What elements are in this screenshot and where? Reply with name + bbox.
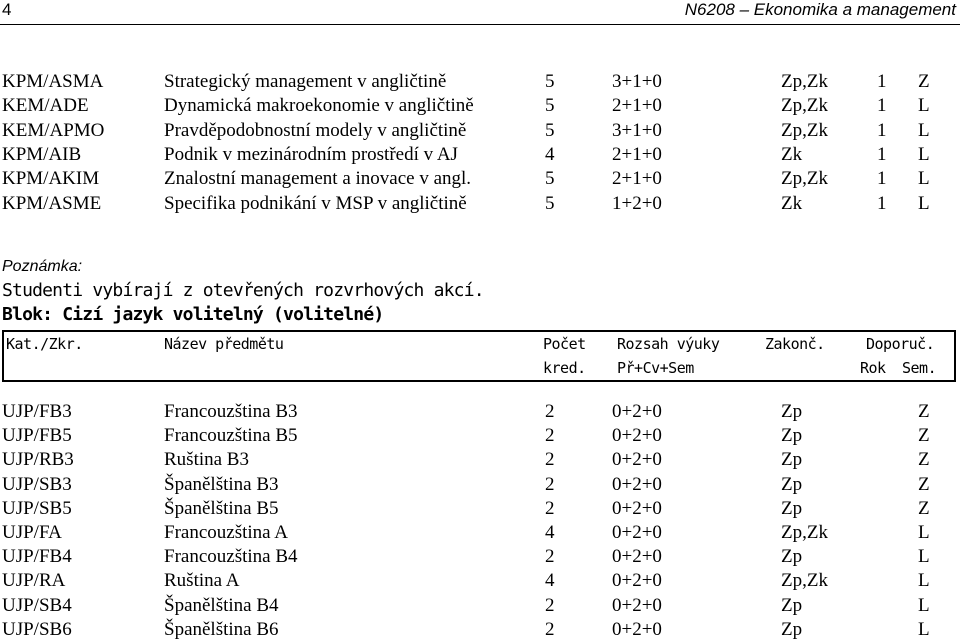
course-code: UJP/SB4 bbox=[2, 594, 72, 616]
course-completion: Zp,Zk bbox=[781, 71, 828, 92]
course-code: UJP/SB3 bbox=[2, 473, 72, 495]
course-semester: L bbox=[918, 143, 930, 165]
course-range: 0+2+0 bbox=[612, 570, 662, 592]
course-completion: Zp bbox=[781, 546, 803, 568]
course-name: Španělština B3 bbox=[164, 473, 279, 495]
course-credits: 2 bbox=[545, 497, 555, 519]
table-row bbox=[0, 400, 960, 424]
course-completion: Zp bbox=[781, 425, 803, 447]
header-rule bbox=[0, 24, 960, 25]
table-row bbox=[0, 70, 960, 94]
course-credits: 2 bbox=[545, 425, 555, 447]
header-range: Rozsah výuky bbox=[617, 335, 720, 353]
course-name: Strategický management v angličtině bbox=[164, 71, 447, 92]
course-name: Francouzština A bbox=[164, 522, 289, 543]
course-name: Francouzština B4 bbox=[164, 546, 298, 568]
course-completion: Zp,Zk bbox=[781, 522, 828, 543]
course-code: KPM/AKIM bbox=[2, 168, 100, 190]
table-row bbox=[0, 618, 960, 642]
header-range-detail: Př+Cv+Sem bbox=[617, 359, 694, 377]
course-semester: L bbox=[918, 546, 930, 568]
course-code: UJP/FB3 bbox=[2, 401, 72, 422]
course-completion: Zk bbox=[781, 192, 803, 214]
course-credits: 2 bbox=[545, 449, 555, 471]
course-credits: 5 bbox=[545, 71, 555, 92]
course-name: Znalostní management a inovace v angl. bbox=[164, 168, 472, 190]
course-name: Pravděpodobnostní modely v angličtině bbox=[164, 119, 467, 141]
course-name: Francouzština B3 bbox=[164, 401, 298, 422]
course-credits: 4 bbox=[545, 522, 555, 543]
course-range: 3+1+0 bbox=[612, 119, 662, 141]
course-semester: Z bbox=[918, 449, 930, 471]
course-code: UJP/FB4 bbox=[2, 546, 72, 568]
course-range: 0+2+0 bbox=[612, 401, 662, 422]
table-row bbox=[0, 521, 960, 545]
course-code: UJP/FB5 bbox=[2, 425, 72, 447]
course-semester: Z bbox=[918, 425, 930, 447]
course-code: UJP/RB3 bbox=[2, 449, 74, 471]
table-row bbox=[0, 192, 960, 216]
course-year: 1 bbox=[877, 143, 887, 165]
course-year: 1 bbox=[877, 119, 887, 141]
header-completion: Zakonč. bbox=[765, 335, 825, 353]
course-range: 2+1+0 bbox=[612, 168, 662, 190]
course-semester: L bbox=[918, 192, 930, 214]
note-text: Studenti vybírají z otevřených rozvrhových akcí. bbox=[2, 280, 484, 301]
course-credits: 5 bbox=[545, 168, 555, 190]
course-semester: L bbox=[918, 594, 930, 616]
course-completion: Zp bbox=[781, 473, 803, 495]
table-row bbox=[0, 94, 960, 118]
table-row bbox=[0, 594, 960, 618]
course-year: 1 bbox=[877, 168, 887, 190]
table-row bbox=[0, 497, 960, 521]
course-completion: Zp bbox=[781, 449, 803, 471]
course-range: 0+2+0 bbox=[612, 522, 662, 543]
header-kat: Kat./Zkr. bbox=[6, 335, 83, 353]
course-code: KPM/ASME bbox=[2, 192, 102, 214]
table-row bbox=[0, 448, 960, 472]
course-code: UJP/SB5 bbox=[2, 497, 72, 519]
course-code: KEM/APMO bbox=[2, 119, 105, 141]
header-credits: Počet bbox=[543, 335, 586, 353]
course-name: Ruština B3 bbox=[164, 449, 249, 471]
course-name: Francouzština B5 bbox=[164, 425, 298, 447]
course-credits: 4 bbox=[545, 570, 555, 592]
course-code: KEM/ADE bbox=[2, 95, 89, 117]
table-row bbox=[0, 569, 960, 593]
course-semester: Z bbox=[918, 497, 930, 519]
course-code: UJP/RA bbox=[2, 570, 66, 592]
course-range: 0+2+0 bbox=[612, 618, 662, 640]
course-completion: Zp,Zk bbox=[781, 570, 828, 592]
course-completion: Zp,Zk bbox=[781, 95, 828, 117]
course-name: Ruština A bbox=[164, 570, 240, 592]
course-range: 0+2+0 bbox=[612, 594, 662, 616]
course-completion: Zp bbox=[781, 594, 803, 616]
course-name: Španělština B5 bbox=[164, 497, 279, 519]
course-semester: L bbox=[918, 119, 930, 141]
course-year: 1 bbox=[877, 192, 887, 214]
table-row bbox=[0, 473, 960, 497]
header-name: Název předmětu bbox=[164, 335, 284, 353]
course-credits: 5 bbox=[545, 192, 555, 214]
course-semester: L bbox=[918, 95, 930, 117]
course-semester: Z bbox=[918, 401, 930, 422]
course-name: Španělština B4 bbox=[164, 594, 279, 616]
course-credits: 5 bbox=[545, 119, 555, 141]
table-header-row-2 bbox=[0, 357, 960, 379]
header-semester: Sem. bbox=[902, 359, 937, 377]
course-range: 2+1+0 bbox=[612, 95, 662, 117]
course-completion: Zk bbox=[781, 143, 803, 165]
table-row bbox=[0, 545, 960, 569]
course-semester: L bbox=[918, 168, 930, 190]
course-credits: 2 bbox=[545, 594, 555, 616]
course-credits: 4 bbox=[545, 143, 555, 165]
course-year: 1 bbox=[877, 95, 887, 117]
course-name: Podnik v mezinárodním prostředí v AJ bbox=[164, 143, 458, 165]
course-range: 1+2+0 bbox=[612, 192, 662, 214]
course-range: 2+1+0 bbox=[612, 143, 662, 165]
table-row bbox=[0, 119, 960, 143]
course-range: 0+2+0 bbox=[612, 425, 662, 447]
course-range: 0+2+0 bbox=[612, 497, 662, 519]
course-code: KPM/AIB bbox=[2, 143, 82, 165]
page-number: 4 bbox=[2, 0, 12, 19]
course-range: 3+1+0 bbox=[612, 71, 662, 92]
course-range: 0+2+0 bbox=[612, 473, 662, 495]
table-row bbox=[0, 424, 960, 448]
course-semester: L bbox=[918, 522, 930, 543]
running-header-title: N6208 – Ekonomika a management bbox=[684, 0, 956, 19]
note-label: Poznámka: bbox=[2, 258, 83, 275]
course-range: 0+2+0 bbox=[612, 449, 662, 471]
course-credits: 2 bbox=[545, 618, 555, 640]
course-completion: Zp bbox=[781, 618, 803, 640]
course-semester: L bbox=[918, 618, 930, 640]
course-range: 0+2+0 bbox=[612, 546, 662, 568]
course-name: Španělština B6 bbox=[164, 618, 279, 640]
course-completion: Zp bbox=[781, 497, 803, 519]
course-completion: Zp,Zk bbox=[781, 168, 828, 190]
course-name: Dynamická makroekonomie v angličtině bbox=[164, 95, 474, 117]
course-semester: L bbox=[918, 570, 930, 592]
block-title: Blok: Cizí jazyk volitelný (volitelné) bbox=[2, 304, 384, 325]
course-credits: 2 bbox=[545, 401, 555, 422]
header-year: Rok bbox=[860, 359, 886, 377]
course-completion: Zp bbox=[781, 401, 803, 422]
course-credits: 2 bbox=[545, 546, 555, 568]
course-semester: Z bbox=[918, 71, 930, 92]
header-recommended: Doporuč. bbox=[866, 335, 935, 353]
header-credits-unit: kred. bbox=[543, 359, 586, 377]
table-row bbox=[0, 143, 960, 167]
course-code: UJP/FA bbox=[2, 522, 62, 543]
course-completion: Zp,Zk bbox=[781, 119, 828, 141]
course-year: 1 bbox=[877, 71, 887, 92]
course-code: UJP/SB6 bbox=[2, 618, 72, 640]
table-row bbox=[0, 167, 960, 191]
course-name: Specifika podnikání v MSP v angličtině bbox=[164, 192, 467, 214]
course-credits: 5 bbox=[545, 95, 555, 117]
course-code: KPM/ASMA bbox=[2, 71, 104, 92]
course-semester: Z bbox=[918, 473, 930, 495]
course-credits: 2 bbox=[545, 473, 555, 495]
table-header-row-1 bbox=[0, 333, 960, 355]
